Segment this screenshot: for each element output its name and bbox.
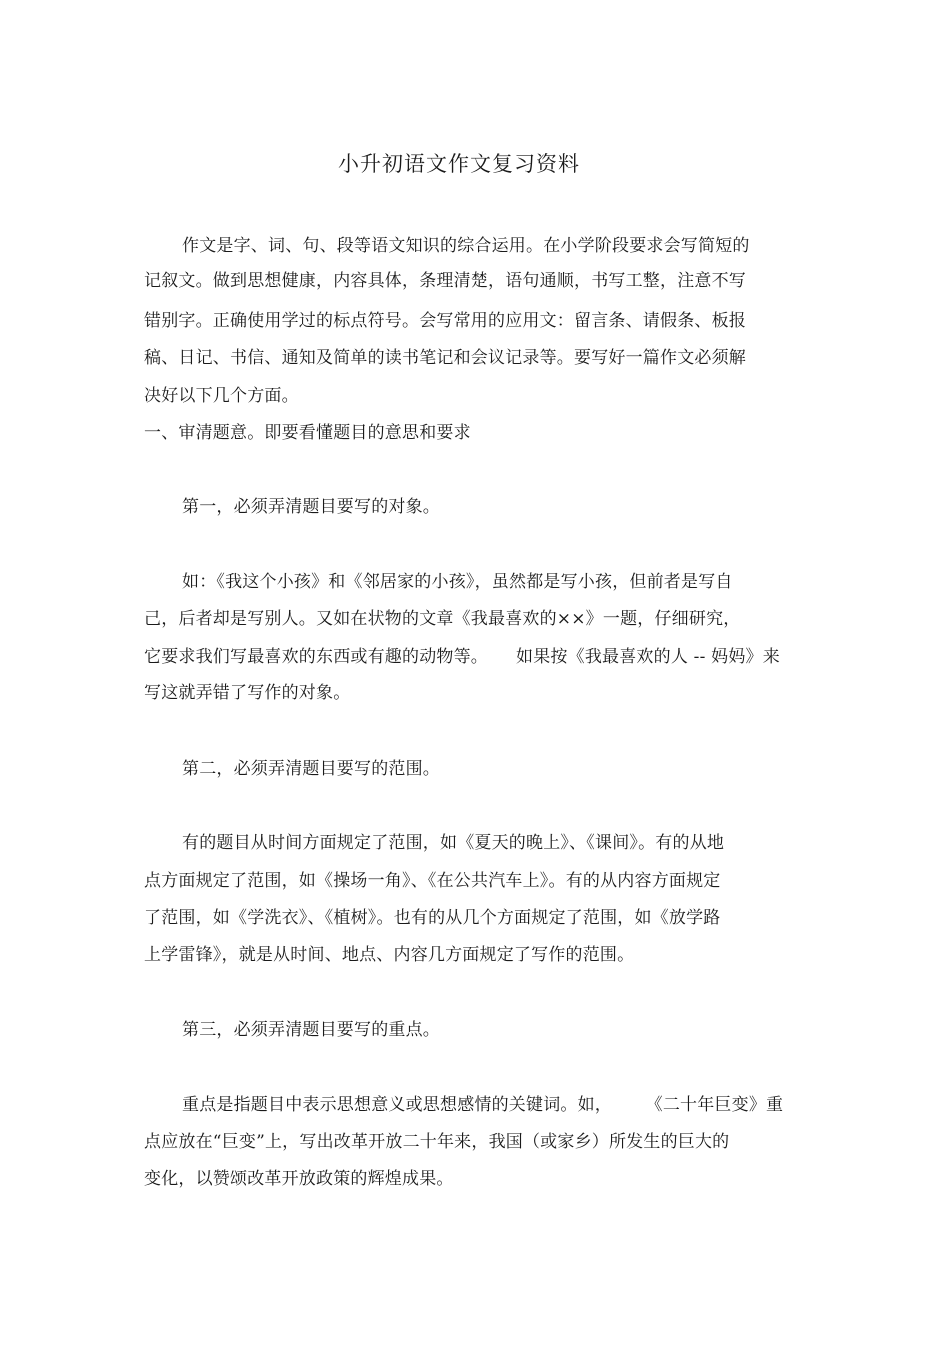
intro-line-1: 作文是字、词、句、段等语文知识的综合运用。在小学阶段要求会写简短的 xyxy=(182,236,750,256)
section1-heading: 一、审清题意。即要看懂题目的意思和要求 xyxy=(144,423,471,443)
intro-line-4: 稿、日记、书信、通知及简单的读书笔记和会议记录等。要写好一篇作文必须解 xyxy=(144,348,746,368)
point2-line-2: 点方面规定了范围，如《操场一角》、《在公共汽车上》。有的从内容方面规定 xyxy=(144,871,721,891)
intro-line-5: 决好以下几个方面。 xyxy=(144,386,299,406)
document-title: 小升初语文作文复习资料 xyxy=(338,152,580,176)
point3-heading: 第三，必须弄清题目要写的重点。 xyxy=(182,1020,440,1040)
point1-line-4: 写这就弄错了写作的对象。 xyxy=(144,683,351,703)
point3-line-2: 点应放在“巨变”上，写出改革开放二十年来，我国（或家乡）所发生的巨大的 xyxy=(144,1132,730,1152)
point2-line-4: 上学雷锋》，就是从时间、地点、内容几方面规定了写作的范围。 xyxy=(144,945,635,965)
point2-heading: 第二，必须弄清题目要写的范围。 xyxy=(182,759,440,779)
point1-line-1: 如：《我这个小孩》和《邻居家的小孩》，虽然都是写小孩，但前者是写自 xyxy=(182,572,733,592)
point3-line-1: 重点是指题目中表示思想意义或思想感情的关键词。如， 《二十年巨变》重 xyxy=(182,1095,784,1115)
intro-line-3: 错别字。正确使用学过的标点符号。会写常用的应用文：留言条、请假条、板报 xyxy=(144,311,746,331)
point3-line-3: 变化，以赞颂改革开放政策的辉煌成果。 xyxy=(144,1169,454,1189)
point1-line-3: 它要求我们写最喜欢的东西或有趣的动物等。 如果按《我最喜欢的人 -- 妈妈》来 xyxy=(144,647,780,667)
point1-line-2: 己，后者却是写别人。又如在状物的文章《我最喜欢的××》一题，仔细研究， xyxy=(144,609,741,629)
intro-line-2: 记叙文。做到思想健康，内容具体，条理清楚，语句通顺，书写工整，注意不写 xyxy=(144,271,746,291)
point1-heading: 第一，必须弄清题目要写的对象。 xyxy=(182,497,440,517)
point2-line-3: 了范围，如《学洗衣》、《植树》。也有的从几个方面规定了范围，如《放学路 xyxy=(144,908,721,928)
point2-line-1: 有的题目从时间方面规定了范围，如《夏天的晚上》、《课间》。有的从地 xyxy=(182,833,725,853)
